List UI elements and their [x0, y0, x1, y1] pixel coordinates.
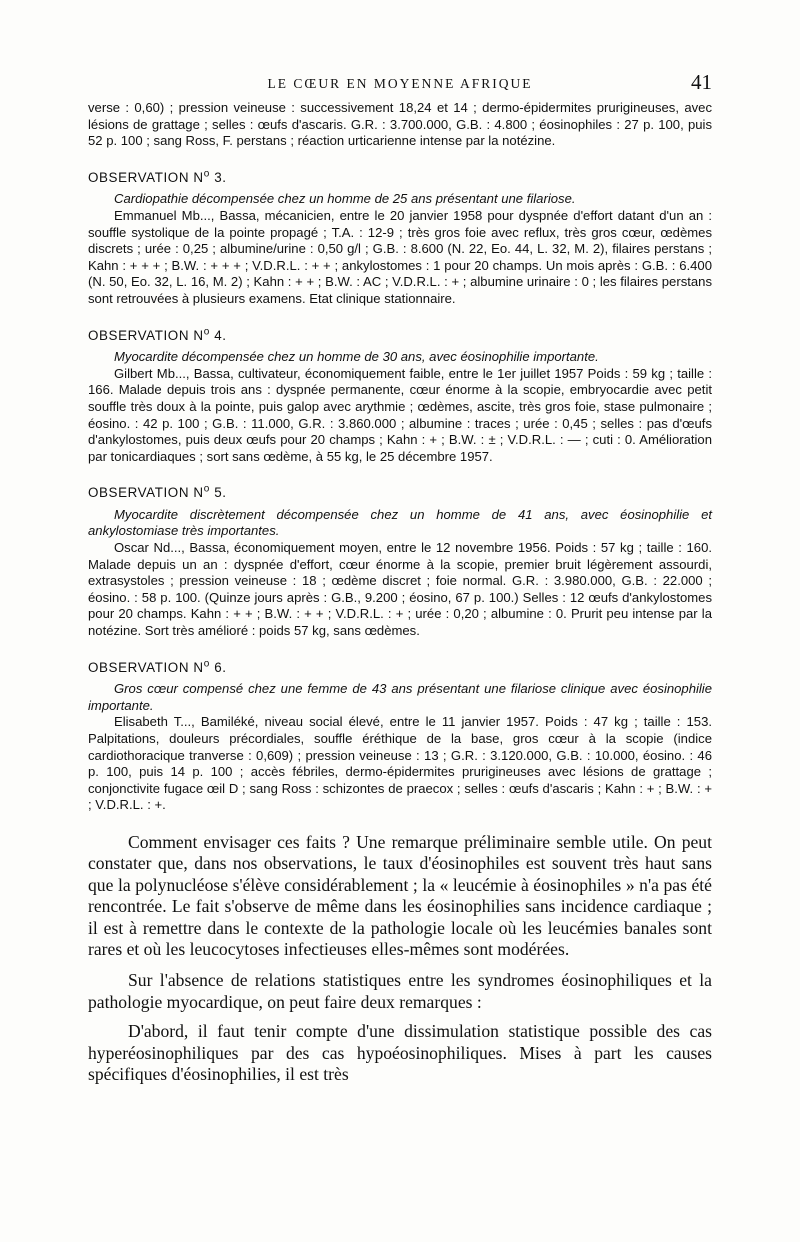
case-reports — [88, 100, 712, 814]
running-title: LE CŒUR EN MOYENNE AFRIQUE — [267, 76, 533, 91]
observation-3 — [88, 170, 712, 308]
observation-6 — [88, 660, 712, 814]
observation-heading: OBSERVATION $N^o$ 6. — [88, 658, 227, 675]
discussion-paragraph-3: D'abord, il faut tenir compte d'une dissimulation statistique possible des cas hyperéosinophiliques par des cas hypoéosinophiliques. Mises à part les causes spécifiques d'éosinophilies, il est très — [88, 1021, 712, 1085]
observation-subtitle: Gros cœur compensé chez une femme de 43 ans présentant une filariose clinique avec éosinophilie importante. — [88, 681, 712, 713]
observation-body: Elisabeth T..., Bamiléké, niveau social élevé, entre le 11 janvier 1957. Poids : 47 kg ; taille : 153. Palpitations, douleurs précordiales, souffle éréthique de la base, gros cœur à la scopie (indice cardiothoracique tranverse : 0,609) ; pression veineuse : 13 ; G.R. : 3.120.000, G.B. : 10.000, éosino. : 46 p. 100, puis 14 p. 100 ; accès fébriles, dermo-épidermites prurigineuses avec lésions de grattage ; conjonctivite fugace œil D ; sang Ross : schizontes de praecox ; selles : œufs d'ascaris ; Kahn : + ; B.W. : + ; V.D.R.L. : +. — [88, 714, 712, 813]
observation-heading: OBSERVATION $N^o$ 5. — [88, 483, 227, 501]
running-header — [88, 70, 712, 100]
observation-5 — [88, 485, 712, 639]
discussion — [88, 832, 712, 1085]
discussion-paragraph-1: Comment envisager ces faits ? Une remarque préliminaire semble utile. On peut constater que, dans nos observations, le taux d'éosinophiles est souvent très haut sans que la polynucléose s'élève considérablement ; la « leucémie à éosinophiles » n'a pas été rencontrée. Le fait s'observe de même dans les éosinophilies sans incidence cardiaque ; il est à remettre dans le contexte de la pathologie locale où les leucémies banales sont rares et où les leucocytoses infectieuses elles-mêmes sont modérées. — [88, 831, 712, 959]
observation-heading: OBSERVATION $N^o$ 4. — [88, 326, 227, 343]
observation-4 — [88, 328, 712, 466]
observation-body: Gilbert Mb..., Bassa, cultivateur, économiquement faible, entre le 1er juillet 1957 Poids : 59 kg ; taille : 166. Malade depuis trois ans : dyspnée permanente, cœur énorme à la scopie, embryocardie avec petit souffle très doux à la pointe, puis galop avec arythmie ; œdèmes, ascite, très gros foie, stase pulmonaire ; éosino. : 42 p. 100 ; G.B. : 11.000, G.R. : 3.860.000 ; albumine : traces ; urée : 0,45 ; selles : pas d'œufs d'ankylostomes, puis deux œufs pour 20 champs ; Kahn : + ; B.W. : ± ; V.D.R.L. : — ; cuti : 0. Amélioration par tonicardiaques ; sort sans œdème, à 55 kg, le 25 décembre 1957. — [88, 365, 712, 464]
discussion-paragraph-2: Sur l'absence de relations statistiques entre les syndromes éosinophiliques et la pathologie myocardique, on peut faire deux remarques : — [88, 970, 712, 1012]
observation-subtitle: Myocardite décompensée chez un homme de 30 ans, avec éosinophilie importante. — [114, 349, 599, 365]
observation-heading: OBSERVATION $N^o$ 3. — [88, 168, 227, 185]
page-number: 41 — [691, 70, 712, 94]
observation-subtitle: Myocardite discrètement décompensée chez un homme de 41 ans, avec éosinophilie et ankylostomiase très importantes. — [88, 506, 712, 539]
intro-paragraph: verse : 0,60) ; pression veineuse : successivement 18,24 et 14 ; dermo-épidermites prurigineuses, avec lésions de grattage ; selles : œufs d'ascaris. G.R. : 3.700.000, G.B. : 4.800 ; éosinophiles : 27 p. 100, puis 52 p. 100 ; sang Ross, F. perstans ; réaction urticarienne intense par la notézine. — [88, 100, 712, 149]
observation-body: Emmanuel Mb..., Bassa, mécanicien, entre le 20 janvier 1958 pour dyspnée d'effort datant d'un an : souffle systolique de la pointe propagé ; T.A. : 12-9 ; très gros foie avec reflux, très gros cœur, œdèmes discrets ; urée : 0,25 ; albumine/urine : 0,50 g/l ; G.B. : 8.600 (N. 22, Eo. 44, L. 32, M. 2), filaires perstans ; Kahn : + + + ; B.W. : + + + ; V.D.R.L. : + + ; ankylostomes : 1 pour 20 champs. Un mois après : G.B. : 6.400 (N. 50, Eo. 32, L. 16, M. 2) ; Kahn : + + ; B.W. : AC ; V.D.R.L. : + ; albumine urinaire : 0 ; les filaires perstans sont retrouvées à plusieurs examens. Etat clinique stationnaire. — [88, 207, 712, 306]
observation-subtitle: Cardiopathie décompensée chez un homme de 25 ans présentant une filariose. — [114, 191, 576, 207]
observation-body: Oscar Nd..., Bassa, économiquement moyen, entre le 12 novembre 1956. Poids : 57 kg ; taille : 160. Malade depuis un an : dyspnée d'effort, cœur énorme à la scopie, premier bruit légèrement assourdi, extrasystoles ; pression veineuse : 18 ; œdème discret ; foie normal. G.R. : 3.980.000, G.B. : 22.000 ; éosino. : 58 p. 100. (Quinze jours après : G.B., 9.200 ; éosino, 67 p. 100.) Selles : 12 œufs d'ankylostomes pour 20 champs. Kahn : + + ; B.W. : + + ; V.D.R.L. : + ; urée : 0,20 ; albumine : 0. Prurit peu intense par la notézine. Sort très amélioré : poids 57 kg, sans œdèmes. — [88, 540, 712, 639]
